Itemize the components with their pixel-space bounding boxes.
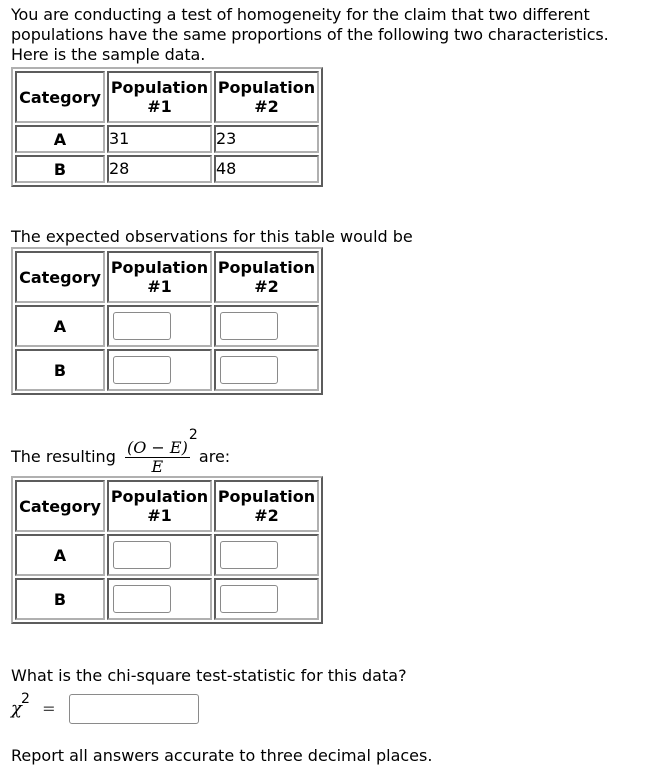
table-row (15, 125, 319, 153)
contrib-b-pop1-input[interactable] (113, 585, 171, 613)
contrib-b-pop2-input[interactable] (220, 585, 278, 613)
chi-square-answer-line (11, 690, 651, 724)
table-row (15, 155, 319, 183)
row-label-a: A (15, 125, 105, 153)
expected-table (11, 247, 323, 395)
table-row (15, 578, 319, 620)
chi-contribution-formula (125, 427, 198, 476)
problem-page (11, 5, 651, 766)
resulting-line (11, 427, 651, 476)
sample-data-table (11, 67, 323, 187)
row-label-b: B (15, 349, 105, 391)
formula-denominator: E (151, 457, 164, 476)
resulting-suffix: are: (198, 447, 231, 466)
chi-square-input[interactable] (69, 694, 199, 724)
expected-header-row (15, 251, 319, 303)
population-2-header: Population #2 (214, 71, 319, 123)
expected-b-pop1-input[interactable] (113, 356, 171, 384)
table-row (15, 305, 319, 347)
sample-a-pop1: 31 (107, 125, 212, 153)
sample-a-pop2: 23 (214, 125, 319, 153)
population-1-header: Population #1 (107, 251, 212, 303)
contribution-table (11, 476, 323, 624)
expected-a-pop1-input[interactable] (113, 312, 171, 340)
formula-exponent: 2 (188, 427, 198, 443)
chi-square-exponent: 2 (21, 690, 30, 707)
sample-header-row (15, 71, 319, 123)
expected-a-pop2-input[interactable] (220, 312, 278, 340)
question-text: What is the chi-square test-statistic for this data? (11, 666, 407, 685)
population-1-header: Population #1 (107, 71, 212, 123)
population-1-header: Population #1 (107, 480, 212, 532)
category-header: Category (15, 480, 105, 532)
sample-b-pop1: 28 (107, 155, 212, 183)
expected-intro-text: The expected observations for this table would be (11, 227, 413, 246)
category-header: Category (15, 71, 105, 123)
contrib-a-pop2-input[interactable] (220, 541, 278, 569)
resulting-prefix: The resulting (11, 447, 116, 466)
table-row (15, 349, 319, 391)
population-2-header: Population #2 (214, 251, 319, 303)
footer-note: Report all answers accurate to three decimal places. (11, 746, 433, 765)
table-row (15, 534, 319, 576)
contrib-a-pop1-input[interactable] (113, 541, 171, 569)
formula-numerator: (O − E) (126, 438, 188, 457)
row-label-b: B (15, 155, 105, 183)
row-label-b: B (15, 578, 105, 620)
chi-square-symbol: χ 2 (11, 690, 30, 719)
expected-b-pop2-input[interactable] (220, 356, 278, 384)
row-label-a: A (15, 534, 105, 576)
row-label-a: A (15, 305, 105, 347)
category-header: Category (15, 251, 105, 303)
intro-text: You are conducting a test of homogeneity for the claim that two different populations have the same proportions of the following two characteristics. Here is the sample data. (11, 5, 609, 64)
equals-sign: = (42, 698, 56, 718)
population-2-header: Population #2 (214, 480, 319, 532)
sample-b-pop2: 48 (214, 155, 319, 183)
contribution-header-row (15, 480, 319, 532)
